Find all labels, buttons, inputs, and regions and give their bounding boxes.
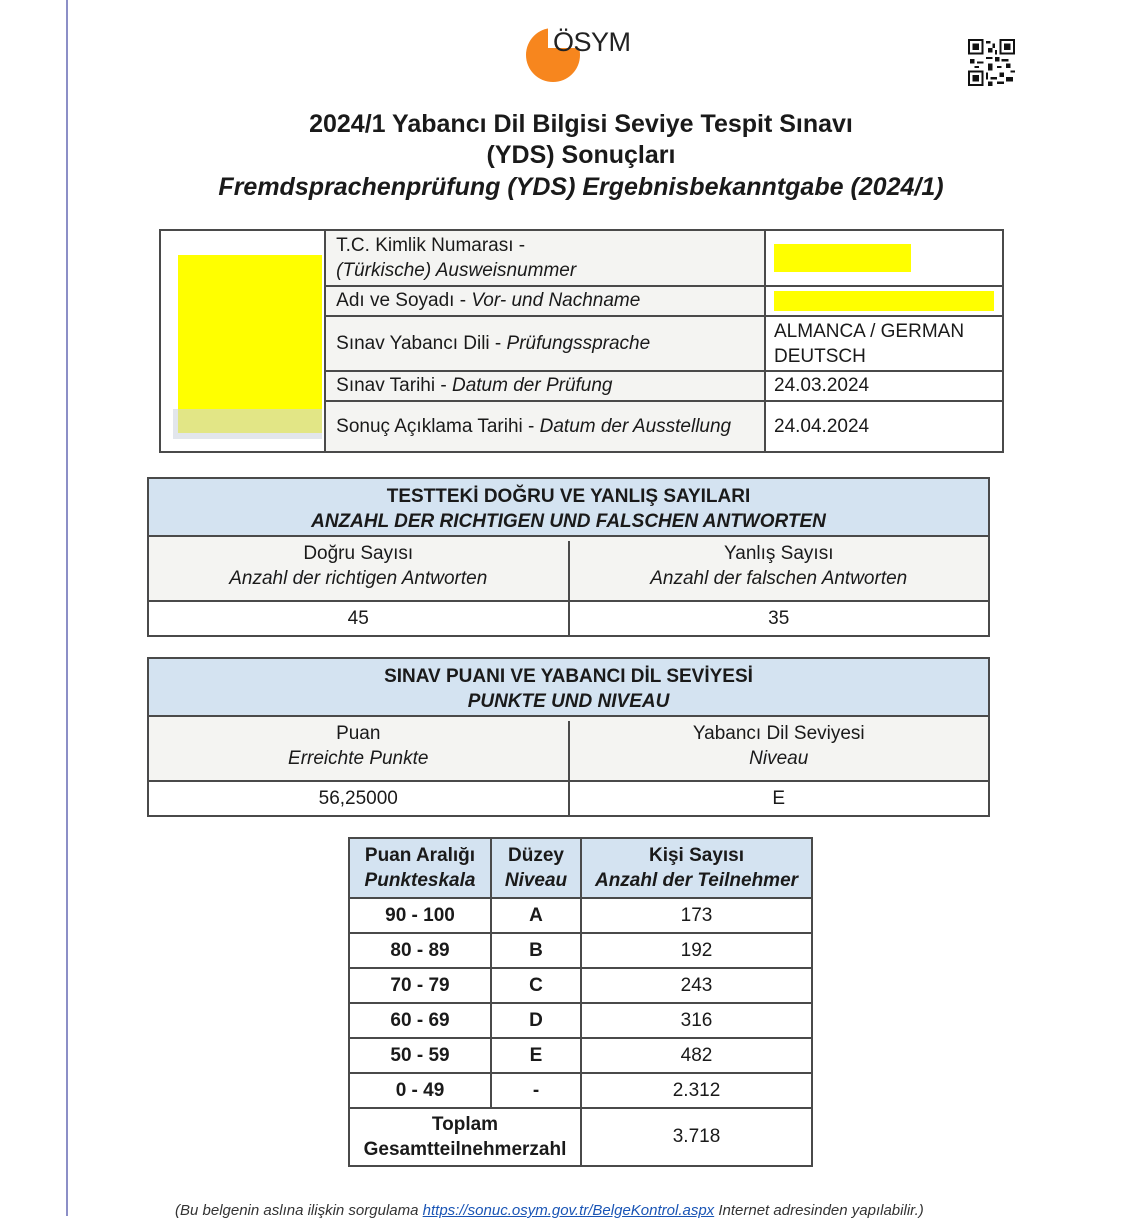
wrong-count-value: 35 bbox=[568, 602, 989, 635]
level-cell: D bbox=[491, 1003, 581, 1038]
id-label: T.C. Kimlik Numarası - (Türkische) Ausweisnummer bbox=[325, 230, 765, 286]
range-cell: 50 - 59 bbox=[349, 1038, 491, 1073]
total-value: 3.718 bbox=[581, 1108, 812, 1166]
title-line-2: (YDS) Sonuçları bbox=[486, 141, 676, 169]
name-redaction bbox=[774, 291, 994, 311]
total-label: Toplam Gesamtteilnehmerzahl bbox=[349, 1108, 581, 1166]
table-row bbox=[349, 968, 812, 1003]
id-value bbox=[765, 230, 1003, 286]
score-scale-table bbox=[348, 837, 813, 1167]
id-redaction bbox=[774, 244, 911, 272]
answers-labels bbox=[149, 537, 988, 602]
title-line-1: 2024/1 Yabancı Dil Bilgisi Seviye Tespit Sınavı bbox=[309, 110, 853, 138]
score-values bbox=[149, 782, 988, 815]
name-label: Adı ve Soyadı - Vor- und Nachname bbox=[325, 286, 765, 316]
score-header: SINAV PUANI VE YABANCI DİL SEVİYESİ PUNKTE UND NIVEAU bbox=[149, 659, 988, 717]
language-label: Sınav Yabancı Dili - Prüfungssprache bbox=[325, 316, 765, 371]
photo-strip bbox=[173, 409, 322, 439]
table-row bbox=[349, 898, 812, 933]
count-cell: 482 bbox=[581, 1038, 812, 1073]
table-row bbox=[349, 933, 812, 968]
candidate-info-table bbox=[159, 229, 1004, 453]
level-cell: - bbox=[491, 1073, 581, 1108]
range-cell: 0 - 49 bbox=[349, 1073, 491, 1108]
photo-redaction bbox=[178, 255, 322, 433]
table-row bbox=[349, 1038, 812, 1073]
range-cell: 80 - 89 bbox=[349, 933, 491, 968]
qr-code-icon[interactable] bbox=[968, 39, 1015, 86]
count-cell: 316 bbox=[581, 1003, 812, 1038]
correct-count-value: 45 bbox=[347, 608, 369, 629]
table-row bbox=[349, 1003, 812, 1038]
result-date-label: Sonuç Açıklama Tarihi - Datum der Ausstellung bbox=[325, 401, 765, 452]
footer-note: (Bu belgenin aslına ilişkin sorgulama https://sonuc.osym.gov.tr/BelgeKontrol.aspx Internet adresinden yapılabilir.) bbox=[175, 1202, 924, 1219]
level-column-header: Düzey Niveau bbox=[491, 838, 581, 898]
level-cell: C bbox=[491, 968, 581, 1003]
table-row bbox=[349, 1073, 812, 1108]
scale-header-row bbox=[349, 838, 812, 898]
wrong-count-label: Yanlış Sayısı Anzahl der falschen Antworten bbox=[568, 541, 989, 600]
score-table bbox=[147, 657, 990, 817]
total-row bbox=[349, 1108, 812, 1166]
verification-link[interactable]: https://sonuc.osym.gov.tr/BelgeKontrol.aspx bbox=[422, 1202, 715, 1219]
answers-table bbox=[147, 477, 990, 637]
level-cell: E bbox=[491, 1038, 581, 1073]
count-cell: 243 bbox=[581, 968, 812, 1003]
name-value bbox=[765, 286, 1003, 316]
language-value: ALMANCA / GERMAN DEUTSCH bbox=[765, 316, 1003, 371]
candidate-photo bbox=[160, 230, 325, 452]
exam-date-value: 24.03.2024 bbox=[765, 371, 1003, 401]
level-value: E bbox=[568, 782, 989, 815]
page-margin-line bbox=[66, 0, 68, 1216]
count-cell: 2.312 bbox=[581, 1073, 812, 1108]
range-cell: 70 - 79 bbox=[349, 968, 491, 1003]
logo-text: ÖSYM bbox=[553, 27, 631, 57]
title-line-3: Fremdsprachenprüfung (YDS) Ergebnisbekanntgabe (2024/1) bbox=[218, 173, 944, 201]
points-label: Puan Erreichte Punkte bbox=[288, 723, 429, 769]
count-cell: 173 bbox=[581, 898, 812, 933]
count-column-header: Kişi Sayısı Anzahl der Teilnehmer bbox=[581, 838, 812, 898]
points-value: 56,25000 bbox=[318, 788, 398, 809]
answers-header: TESTTEKİ DOĞRU VE YANLIŞ SAYILARI ANZAHL DER RICHTIGEN UND FALSCHEN ANTWORTEN bbox=[149, 479, 988, 537]
range-cell: 60 - 69 bbox=[349, 1003, 491, 1038]
exam-date-label: Sınav Tarihi - Datum der Prüfung bbox=[325, 371, 765, 401]
count-cell: 192 bbox=[581, 933, 812, 968]
level-cell: B bbox=[491, 933, 581, 968]
range-cell: 90 - 100 bbox=[349, 898, 491, 933]
range-column-header: Puan Aralığı Punkteskala bbox=[349, 838, 491, 898]
level-label: Yabancı Dil Seviyesi Niveau bbox=[568, 721, 989, 780]
score-labels bbox=[149, 717, 988, 782]
level-cell: A bbox=[491, 898, 581, 933]
answers-values bbox=[149, 602, 988, 635]
result-date-value: 24.04.2024 bbox=[765, 401, 1003, 452]
correct-count-label: Doğru Sayısı Anzahl der richtigen Antworten bbox=[229, 543, 488, 589]
